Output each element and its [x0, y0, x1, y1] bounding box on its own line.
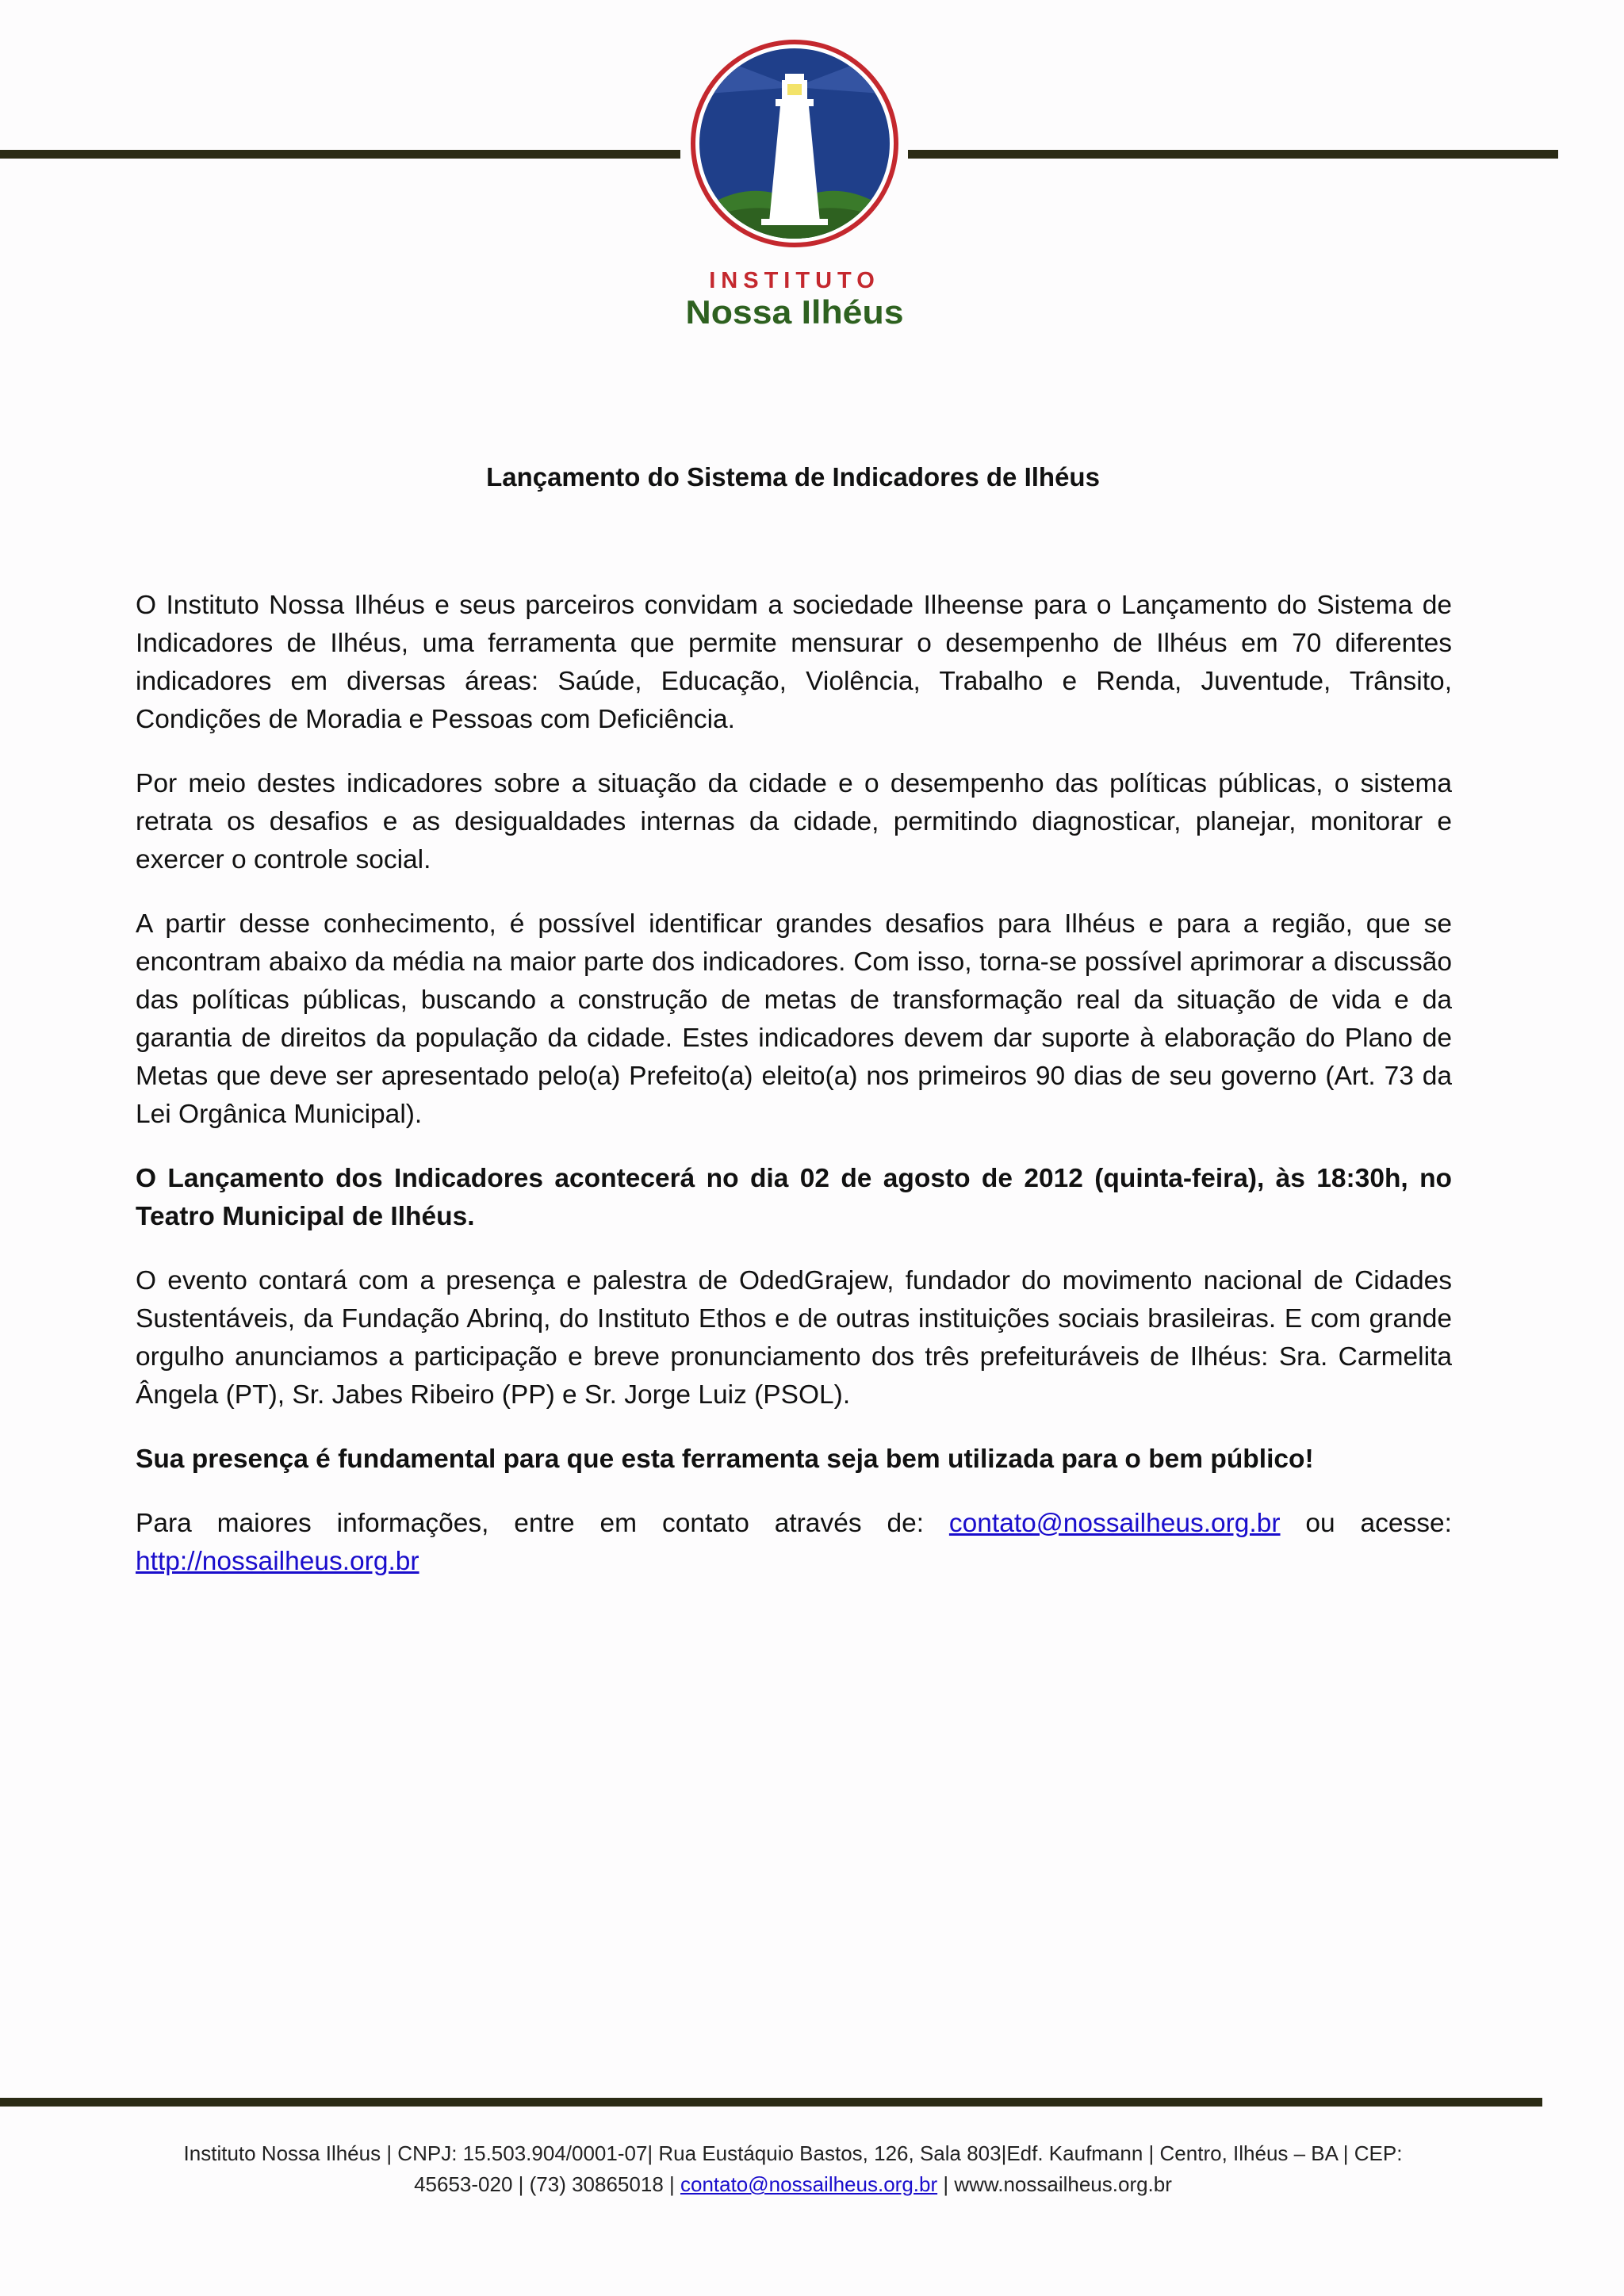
logo-text-instituto: INSTITUTO	[709, 268, 880, 293]
footer-line-2-start: 45653-020 | (73) 30865018 |	[414, 2172, 680, 2196]
paragraph-event-date: O Lançamento dos Indicadores acontecerá no dia 02 de agosto de 2012 (quinta-feira), às 18:30h, no Teatro Municipal de Ilhéus.	[136, 1164, 1452, 1231]
document-title: Lançamento do Sistema de Indicadores de Ilhéus	[486, 462, 1100, 492]
footer	[119, 2138, 1467, 2200]
header-rule-left	[0, 150, 680, 159]
document-body	[136, 587, 1452, 1607]
paragraph-challenges: A partir desse conhecimento, é possível identificar grandes desafios para Ilhéus e para a região, que se encontram abaixo da média na maior parte dos indicadores. Com isso, torna-se possível aprimorar a discussão das políticas públicas, buscando a construção de metas de transformação real da situação de vida e da garantia de direitos da população da cidade. Estes indicadores devem dar suporte à elaboração do Plano de Metas que deve ser apresentado pelo(a) Prefeito(a) eleito(a) nos primeiros 90 dias de seu governo (Art. 73 da Lei Orgânica Municipal).	[136, 909, 1452, 1129]
paragraph-intro: O Instituto Nossa Ilhéus e seus parceiros convidam a sociedade Ilheense para o Lançamento do Sistema de Indicadores de Ilhéus, uma ferramenta que permite mensurar o desempenho de Ilhéus em 70 diferentes indicadores em diversas áreas: Saúde, Educação, Violência, Trabalho e Renda, Juventude, Trânsito, Condições de Moradia e Pessoas com Deficiência.	[136, 591, 1452, 734]
contact-prefix: Para maiores informações, entre em contato através de:	[136, 1509, 949, 1538]
header-rule-right	[908, 150, 1558, 159]
institute-logo	[676, 38, 914, 339]
contact-email-link[interactable]: contato@nossailheus.org.br	[948, 1509, 1281, 1538]
footer-email-link[interactable]: contato@nossailheus.org.br	[680, 2172, 938, 2196]
logo-text-nossa-ilheus: Nossa Ilhéus	[685, 293, 904, 331]
footer-rule	[0, 2098, 1542, 2107]
paragraph-call-to-action: Sua presença é fundamental para que esta ferramenta seja bem utilizada para o bem público!	[136, 1445, 1314, 1474]
paragraph-speakers: O evento contará com a presença e palestra de OdedGrajew, fundador do movimento nacional de Cidades Sustentáveis, da Fundação Abrinq, do Instituto Ethos e de outras instituições sociais brasileiras. E com grande orgulho anunciamos a participação e breve pronunciamento dos três prefeituráveis de Ilhéus: Sra. Carmelita Ângela (PT), Sr. Jabes Ribeiro (PP) e Sr. Jorge Luiz (PSOL).	[136, 1266, 1452, 1410]
paragraph-contact	[136, 1505, 1452, 1581]
footer-line-1: Instituto Nossa Ilhéus | CNPJ: 15.503.904/0001-07| Rua Eustáquio Bastos, 126, Sala 803|Edf. Kaufmann | Centro, Ilhéus – BA | CEP:	[183, 2141, 1403, 2165]
website-link[interactable]: http://nossailheus.org.br	[136, 1547, 419, 1576]
contact-middle: ou acesse:	[1280, 1509, 1452, 1538]
footer-line-2-end: | www.nossailheus.org.br	[937, 2172, 1172, 2196]
footer-line-2	[119, 2169, 1467, 2200]
paragraph-indicators: Por meio destes indicadores sobre a situação da cidade e o desempenho das políticas públicas, o sistema retrata os desafios e as desigualdades internas da cidade, permitindo diagnosticar, planejar, monitorar e exercer o controle social.	[136, 769, 1452, 874]
